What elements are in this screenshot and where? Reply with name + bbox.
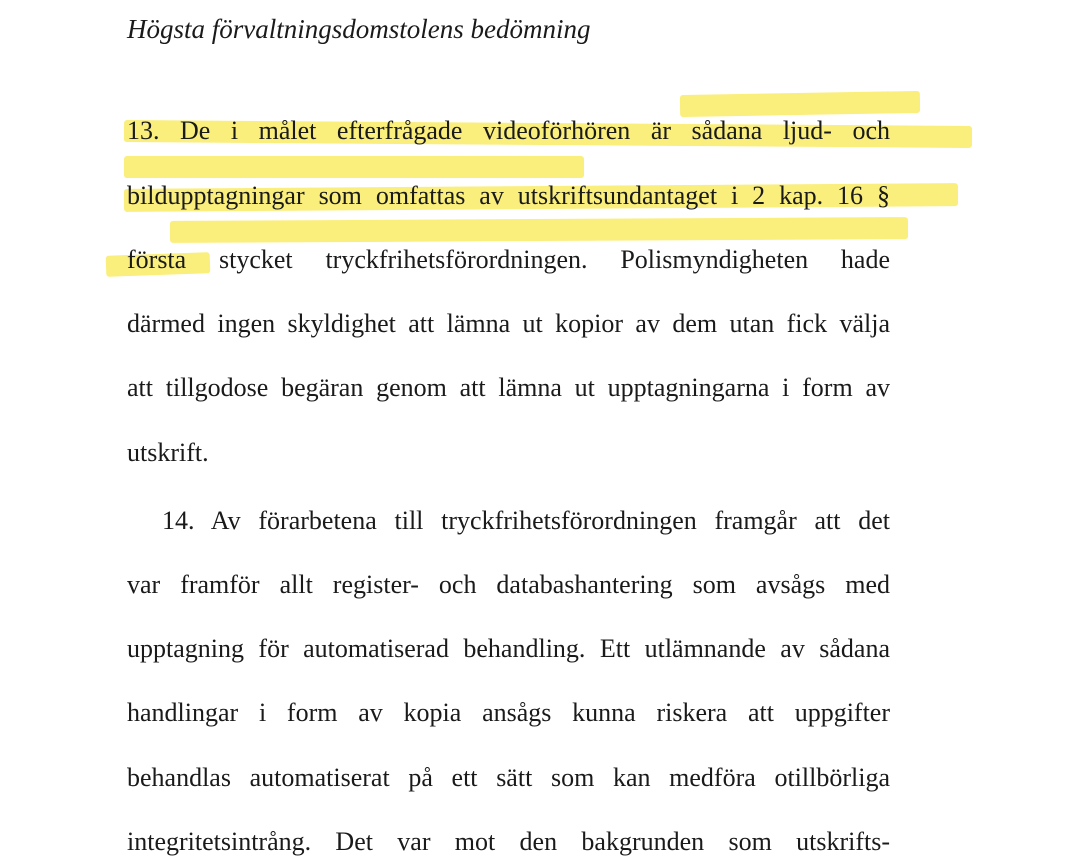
paragraph-13-line-3: första stycket tryckfrihetsförordningen. Polismyndigheten hade (127, 245, 890, 274)
paragraph-14-line-3: upptagning för automatiserad behandling. Ett utlämnande av sådana (127, 634, 890, 663)
paragraph-14-line-6: integritetsintrång. Det var mot den bakgrunden som utskrifts- (127, 827, 890, 856)
paragraph-14-line-2: var framför allt register- och databashantering som avsågs med (127, 570, 890, 599)
highlight-stroke-1 (680, 91, 920, 117)
paragraph-13-line-4: därmed ingen skyldighet att lämna ut kopior av dem utan fick välja (127, 309, 890, 338)
paragraph-13-line-2: bildupptagningar som omfattas av utskriftsundantaget i 2 kap. 16 § (127, 181, 890, 210)
paragraph-14-line-1: 14. Av förarbetena till tryckfrihetsförordningen framgår att det (162, 506, 890, 535)
section-heading: Högsta förvaltningsdomstolens bedömning (127, 14, 591, 44)
highlight-stroke-5 (170, 217, 908, 243)
paragraph-13-line-5: att tillgodose begäran genom att lämna ut upptagningarna i form av (127, 373, 890, 402)
highlight-stroke-3 (124, 156, 584, 178)
paragraph-13-line-6: utskrift. (127, 438, 209, 467)
paragraph-14-line-4: handlingar i form av kopia ansågs kunna riskera att uppgifter (127, 698, 890, 727)
paragraph-14-line-5: behandlas automatiserat på ett sätt som kan medföra otillbörliga (127, 763, 890, 792)
paragraph-13-line-1: 13. De i målet efterfrågade videoförhören är sådana ljud- och (127, 116, 890, 145)
